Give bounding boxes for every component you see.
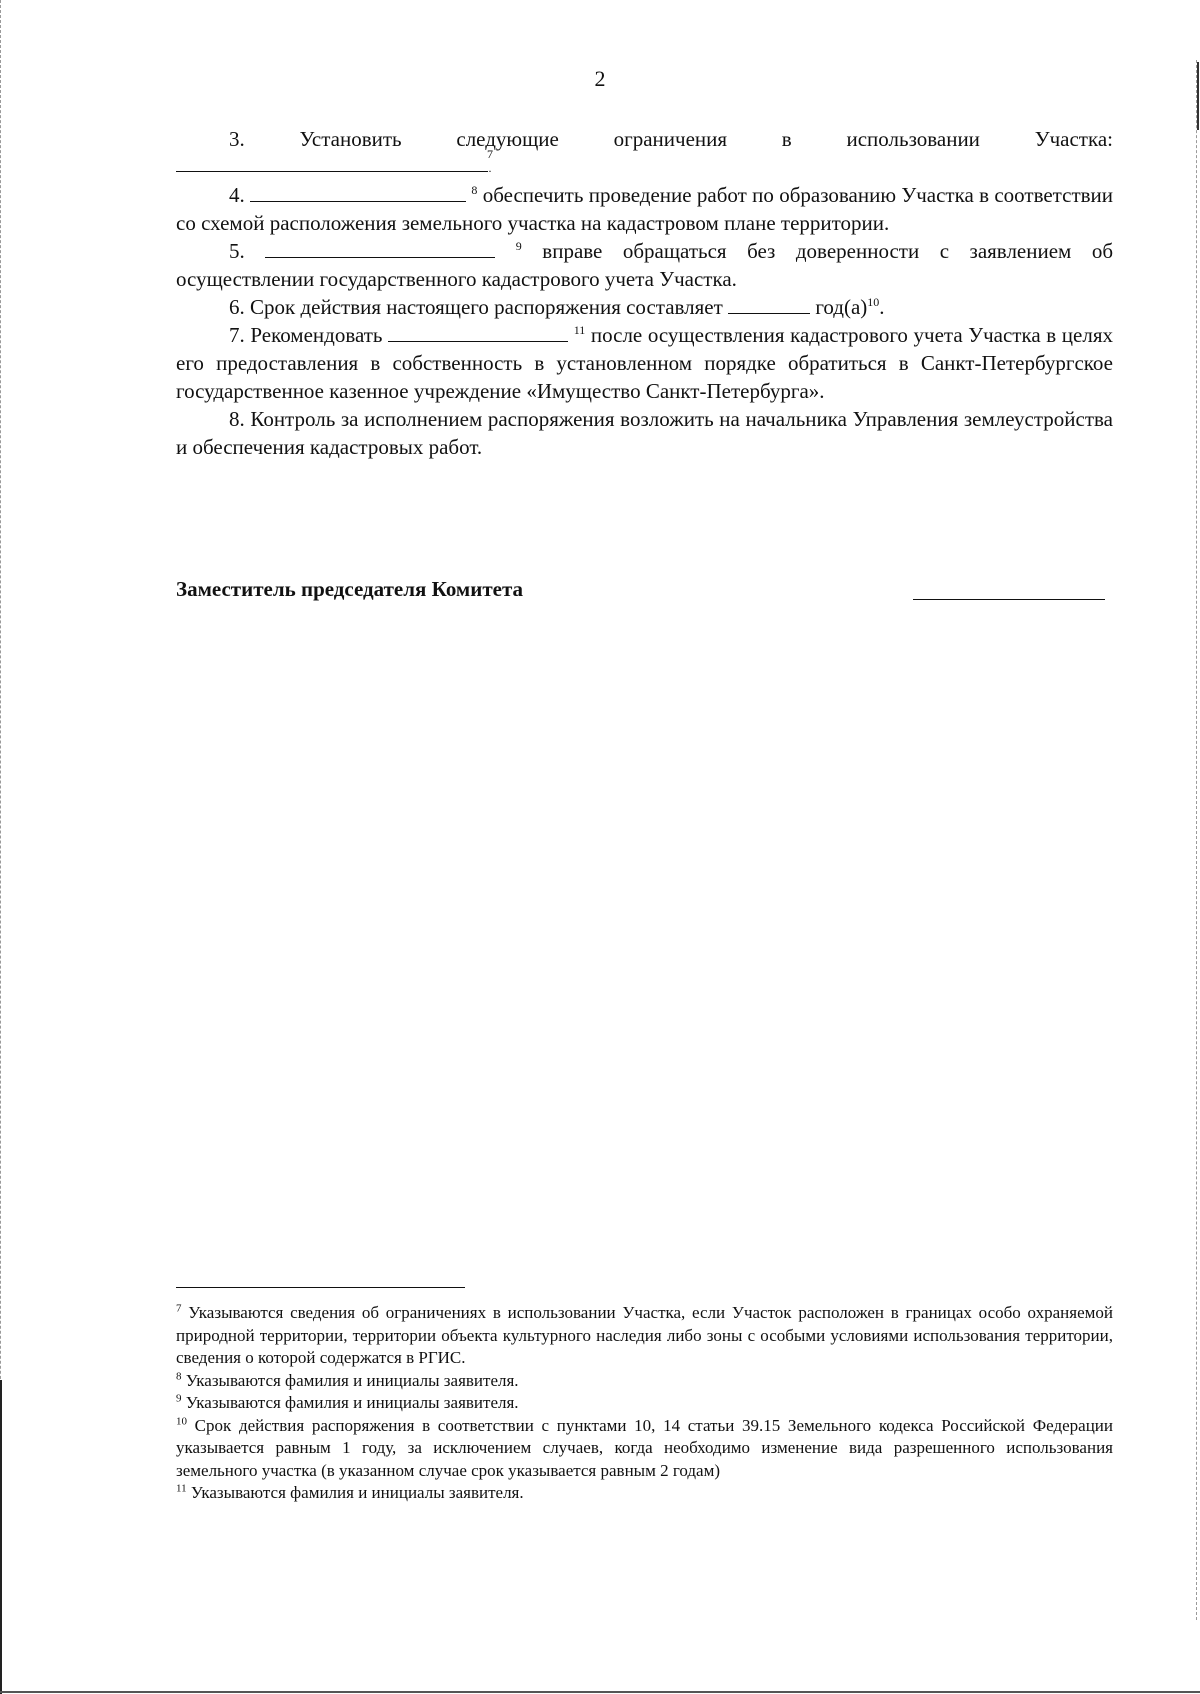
paragraph-6 [176,293,1113,321]
restriction-blank-row [176,147,1113,181]
footnote-9-number: 9 [176,1392,182,1405]
signature-line [913,599,1105,600]
paragraph-4-text: обеспечить проведение работ по образованию Участка в соответствии со схемой расположения земельного участка на кадастровом плане территории. [176,183,1114,235]
footnote-10-number: 10 [176,1414,187,1427]
scan-edge-right [1196,60,1198,1620]
signature-block [176,575,1113,607]
footnote-ref-9: 9 [515,239,522,253]
footnotes [176,1302,1113,1505]
page-number: 2 [594,66,606,91]
signatory-title: Заместитель председателя Комитета [176,577,524,601]
paragraph-4-number: 4. [229,183,245,207]
footnote-ref-7: 7 . [487,147,493,175]
applicant-blank-4 [250,181,466,202]
paragraph-3: 3. Установить следующие ограничения в использовании Участка: [229,127,1113,151]
footnote-7 [176,1302,1113,1370]
restriction-blank-line [176,171,488,172]
paragraph-8: 8. Контроль за исполнением распоряжения возложить на начальника Управления землеустройства и обеспечения кадастровых работ. [176,407,1113,459]
document-body [176,125,1113,461]
paragraph-7 [176,321,1113,405]
paragraph-5-text: вправе обращаться без доверенности с заявлением об осуществлении государственного кадастрового учета Участка. [176,239,1114,291]
footnote-11 [176,1482,1113,1505]
applicant-blank-5 [265,237,495,258]
paragraph-6-text: 6. Срок действия настоящего распоряжения составляет [229,295,723,319]
footnote-ref-11: 11 [573,323,586,337]
term-blank [728,293,810,314]
scan-edge-bottom [0,1691,1200,1693]
footnote-11-text: Указываются фамилия и инициалы заявителя. [190,1483,524,1502]
footnote-9 [176,1392,1113,1415]
footnote-7-text: Указываются сведения об ограничениях в использовании Участка, если Участок расположен в границах особо охраняемой природной территории, территории объекта культурного наследия либо зоны с особыми условиями использования территории, сведения о которой содержатся в РГИС. [176,1303,1113,1367]
footnote-ref-10: 10 [867,295,880,309]
paragraph-4 [176,181,1113,237]
paragraph-5 [176,237,1113,293]
footnote-9-text: Указываются фамилия и инициалы заявителя. [185,1393,519,1412]
footnote-separator [176,1287,465,1288]
scan-edge-left-mark [0,1380,2,1694]
paragraph-5-number: 5. [229,239,245,263]
footnote-10 [176,1415,1113,1483]
paragraph-7-lead: 7. Рекомендовать [229,323,383,347]
footnote-10-text: Срок действия распоряжения в соответствии с пунктами 10, 14 статьи 39.15 Земельного кодекса Российской Федерации указывается равным 1 году, за исключением случаев, когда необходимо изменение вида разрешенного использования земельного участка (в указанном случае срок указывается равным 2 годам) [176,1415,1113,1480]
footnote-7-number: 7 [176,1302,182,1315]
applicant-blank-7 [388,321,568,342]
footnote-8-number: 8 [176,1369,182,1382]
footnote-ref-8: 8 [471,183,478,197]
term-unit: год(а) [815,295,868,319]
footnote-8-text: Указываются фамилия и инициалы заявителя. [185,1370,519,1390]
paragraph-6-end: . [879,295,885,319]
footnote-11-number: 11 [176,1482,187,1495]
paragraph-7-text: после осуществления кадастрового учета Участка в целях его предоставления в собственность в установленном порядке обратиться в Санкт-Петербургское государственное казенное учреждение «Имущество Санкт-Петербурга». [176,323,1113,403]
footnote-8 [176,1370,1113,1393]
